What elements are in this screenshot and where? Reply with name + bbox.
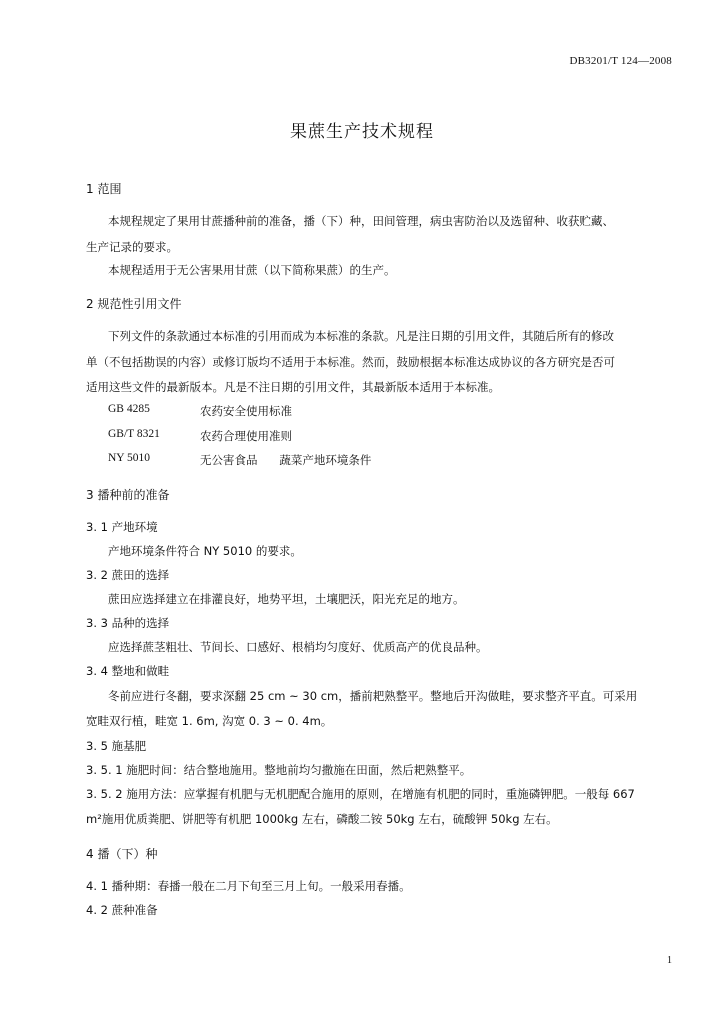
ref-code: NY 5010 (108, 452, 151, 464)
ref-code: GB/T 8321 (108, 428, 160, 440)
section-3-5-1-text: 3. 5. 1 施肥时间：结合整地施用。整地前均匀撒施在田面，然后耙熟整平。 (86, 763, 472, 777)
ref-title: 农药合理使用准则 (200, 429, 292, 443)
section-1-para-2: 本规程适用于无公害果用甘蔗（以下简称果蔗）的生产。 (108, 263, 396, 277)
page-number: 1 (667, 955, 672, 966)
section-2-para-line-3: 适用这些文件的最新版本。凡是不注日期的引用文件，其最新版本适用于本标准。 (86, 380, 500, 394)
section-3-4-text-line-2: 宽畦双行植，畦宽 1. 6m, 沟宽 0. 3 ~ 0. 4m。 (86, 714, 333, 728)
section-3-3-heading: 3. 3 品种的选择 (86, 616, 170, 630)
section-1-para-1-line-1: 本规程规定了果用甘蔗播种前的准备，播（下）种，田间管理，病虫害防治以及选留种、收获贮藏、 (108, 214, 614, 228)
section-3-4-text-line-1: 冬前应进行冬翻，要求深翻 25 cm ~ 30 cm，播前耙熟整平。整地后开沟做畦，要求整齐平直。可采用 (108, 689, 638, 703)
section-3-5-heading: 3. 5 施基肥 (86, 739, 147, 753)
section-1-heading: 1 范围 (86, 182, 122, 196)
section-3-3-text: 应选择蔗茎粗壮、节间长、口感好、根梢均匀度好、优质高产的优良品种。 (108, 640, 488, 654)
section-3-4-heading: 3. 4 整地和做畦 (86, 664, 170, 678)
document-title: 果蔗生产技术规程 (290, 122, 434, 142)
section-3-1-heading: 3. 1 产地环境 (86, 520, 158, 534)
section-4-heading: 4 播（下）种 (86, 847, 158, 861)
section-3-heading: 3 播种前的准备 (86, 488, 170, 502)
document-code: DB3201/T 124—2008 (569, 55, 672, 67)
section-3-2-heading: 3. 2 蔗田的选择 (86, 568, 170, 582)
section-3-5-2-text-line-2: m²施用优质粪肥、饼肥等有机肥 1000kg 左右，磷酸二铵 50kg 左右，硫酸钾 50kg 左右。 (86, 812, 558, 826)
section-4-1-text: 4. 1 播种期：春播一般在二月下旬至三月上旬。一般采用春播。 (86, 879, 411, 893)
section-2-para-line-1: 下列文件的条款通过本标准的引用而成为本标准的条款。凡是注日期的引用文件，其随后所有的修改 (108, 329, 614, 343)
section-3-1-text: 产地环境条件符合 NY 5010 的要求。 (108, 544, 302, 558)
ref-title: 无公害食品 蔬菜产地环境条件 (200, 453, 372, 467)
section-2-heading: 2 规范性引用文件 (86, 297, 182, 311)
section-3-5-2-text-line-1: 3. 5. 2 施用方法：应掌握有机肥与无机肥配合施用的原则，在增施有机肥的同时，重施磷钾肥。一般每 667 (86, 787, 635, 801)
section-2-para-line-2: 单（不包括勘误的内容）或修订版均不适用于本标准。然而，鼓励根据本标准达成协议的各方研究是否可 (86, 355, 615, 369)
section-1-para-1-line-2: 生产记录的要求。 (86, 240, 178, 254)
ref-code: GB 4285 (108, 403, 150, 415)
ref-title: 农药安全使用标准 (200, 404, 292, 418)
section-4-2-heading: 4. 2 蔗种准备 (86, 903, 158, 917)
section-3-2-text: 蔗田应选择建立在排灌良好，地势平坦，土壤肥沃，阳光充足的地方。 (108, 592, 465, 606)
